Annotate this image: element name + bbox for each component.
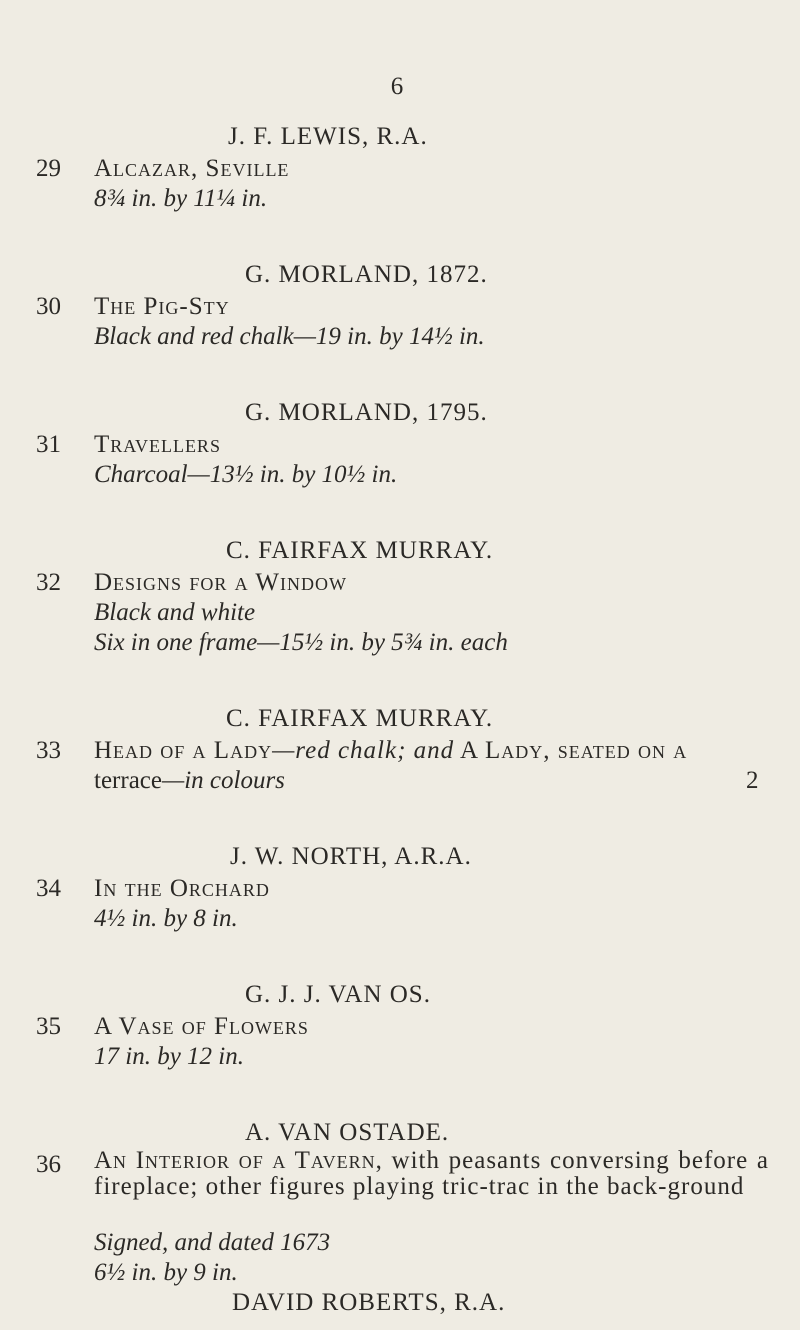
artist-name: DAVID ROBERTS, R.A. [232,1289,506,1316]
lot-title-description: with peasants conversing before a fireplace; other figures playing tric-trac in the back-ground [94,1147,769,1200]
lot-number: 36 [36,1151,61,1178]
lot-number: 34 [36,875,61,902]
lot-number: 31 [36,431,61,458]
lot-title: The Pig-Sty [94,293,230,320]
lot-number: 35 [36,1013,61,1040]
lot-title: A Vase of Flowers [94,1013,309,1040]
lot-number: 33 [36,737,61,764]
lot-title: Designs for a Window [94,569,347,596]
lot-size: 6½ in. by 9 in. [94,1259,238,1286]
lot-title: Travellers [94,431,221,458]
lot-size: 17 in. by 12 in. [94,1043,244,1070]
lot-size: 4½ in. by 8 in. [94,905,238,932]
lot-number: 29 [36,155,61,182]
lot-size: Six in one frame—15½ in. by 5¾ in. each [94,629,508,656]
artist-name: C. FAIRFAX MURRAY. [226,705,494,732]
lot-title-line [94,738,687,763]
lot-title-continued [94,768,285,793]
artist-name: C. FAIRFAX MURRAY. [226,537,494,564]
lot-medium: Black and white [94,599,256,626]
lot-number: 30 [36,293,61,320]
artist-name: J. F. LEWIS, R.A. [228,123,428,150]
lot-title: Head of a Lady [94,737,273,764]
page-number: 6 [390,73,404,100]
lot-title [94,1148,769,1200]
lot-medium: —red chalk; and [272,737,455,764]
artist-name: J. W. NORTH, A.R.A. [230,843,472,870]
lot-title: A Lady, seated on a [460,737,688,764]
lot-medium: —in colours [161,767,285,794]
artist-name: G. MORLAND, 1795. [245,399,488,426]
artist-name: G. MORLAND, 1872. [245,261,488,288]
lot-number: 32 [36,569,61,596]
artist-name: G. J. J. VAN OS. [245,981,431,1008]
lot-title: In the Orchard [94,875,270,902]
lot-title: terrace [94,767,162,794]
lot-medium-size: Charcoal—13½ in. by 10½ in. [94,461,398,488]
lot-size: 8¾ in. by 11¼ in. [94,185,268,212]
lot-count: 2 [746,767,759,794]
lot-medium-size: Black and red chalk—19 in. by 14½ in. [94,323,485,350]
lot-title-caps: An Interior of a Tavern, [94,1147,383,1174]
lot-title: Alcazar, Seville [94,155,290,182]
artist-name: A. VAN OSTADE. [245,1119,450,1146]
lot-signed: Signed, and dated 1673 [94,1229,331,1256]
